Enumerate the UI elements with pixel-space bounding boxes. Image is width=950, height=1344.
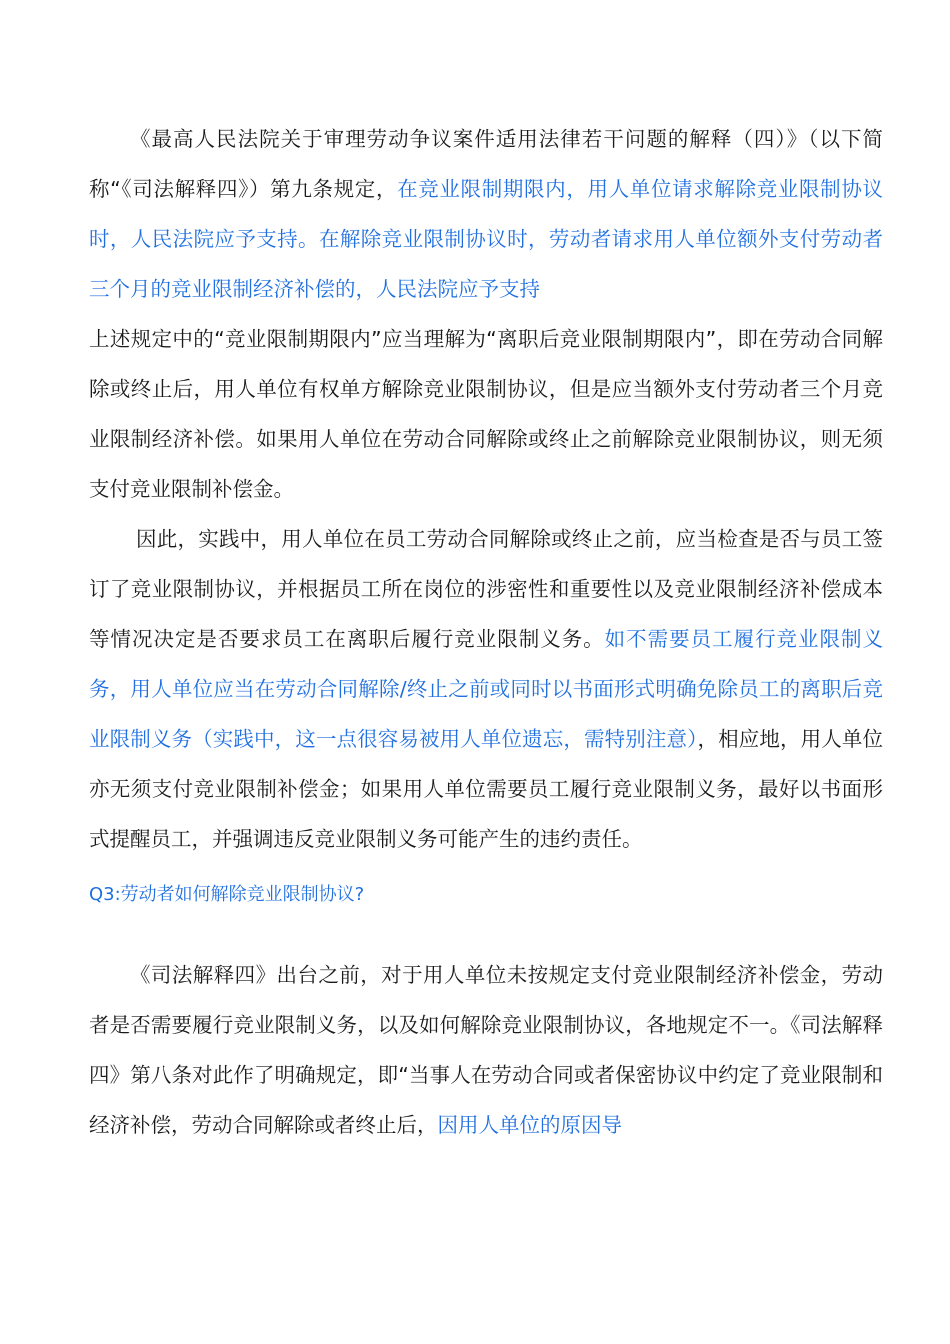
paragraph-text: 上述规定中的“竞业限制期限内”应当理解为“离职后竞业限制期限内”，即在劳动合同解除或终止后，用人单位有权单方解除竞业限制协议，但是应当额外支付劳动者三个月竞业限制经济补偿。如果用人单位在劳动合同解除或终止之前解除竞业限制协议，则无须支付竞业限制补偿金。: [89, 327, 883, 501]
document-page: [89, 112, 883, 1150]
paragraph-text: 《最高人民法院关于审理劳动争议案件适用法律若干问题的解释（四）》（以下简称“《司法解释四》）第九条规定，: [89, 127, 883, 201]
paragraph-judicial-interpretation-article-9: [89, 114, 883, 314]
paragraph-practice-advice: [89, 514, 883, 864]
paragraph-text: 《司法解释四》出台之前，对于用人单位未按规定支付竞业限制经济补偿金，劳动者是否需要履行竞业限制义务，以及如何解除竞业限制协议，各地规定不一。《司法解释四》第八条对此作了明确规定，即“当事人在劳动合同或者保密协议中约定了竞业限制和经济补偿，劳动合同解除或者终止后，: [89, 963, 883, 1137]
paragraph-article-8: [89, 950, 883, 1150]
paragraph-period-interpretation: [89, 314, 883, 514]
paragraph-text: 因此，实践中，用人单位在员工劳动合同解除或终止之前，应当检查是否与员工签订了竞业限制协议，并根据员工所在岗位的涉密性和重要性以及竞业限制经济补偿成本等情况决定是否要求员工在离职后履行竞业限制义务。: [89, 527, 883, 651]
paragraph-text: ，相应地，用人单位亦无须支付竞业限制补偿金；如果用人单位需要员工履行竞业限制义务，最好以书面形式提醒员工，并强调违反竞业限制义务可能产生的违约责任。: [89, 727, 883, 851]
highlighted-text: 如不需要员工履行竞业限制义务，用人单位应当在劳动合同解除/终止之前或同时以书面形式明确免除员工的离职后竞业限制义务（实践中，这一点很容易被用人单位遗忘，需特别注意）: [89, 627, 884, 751]
highlighted-text: 因用人单位的原因导: [437, 1113, 622, 1137]
highlighted-text: 在竞业限制期限内，用人单位请求解除竞业限制协议时，人民法院应予支持。在解除竞业限制协议时，劳动者请求用人单位额外支付劳动者三个月的竞业限制经济补偿的，人民法院应予支持: [89, 177, 883, 301]
question-heading-q3: Q3:劳动者如何解除竞业限制协议?: [89, 884, 365, 905]
